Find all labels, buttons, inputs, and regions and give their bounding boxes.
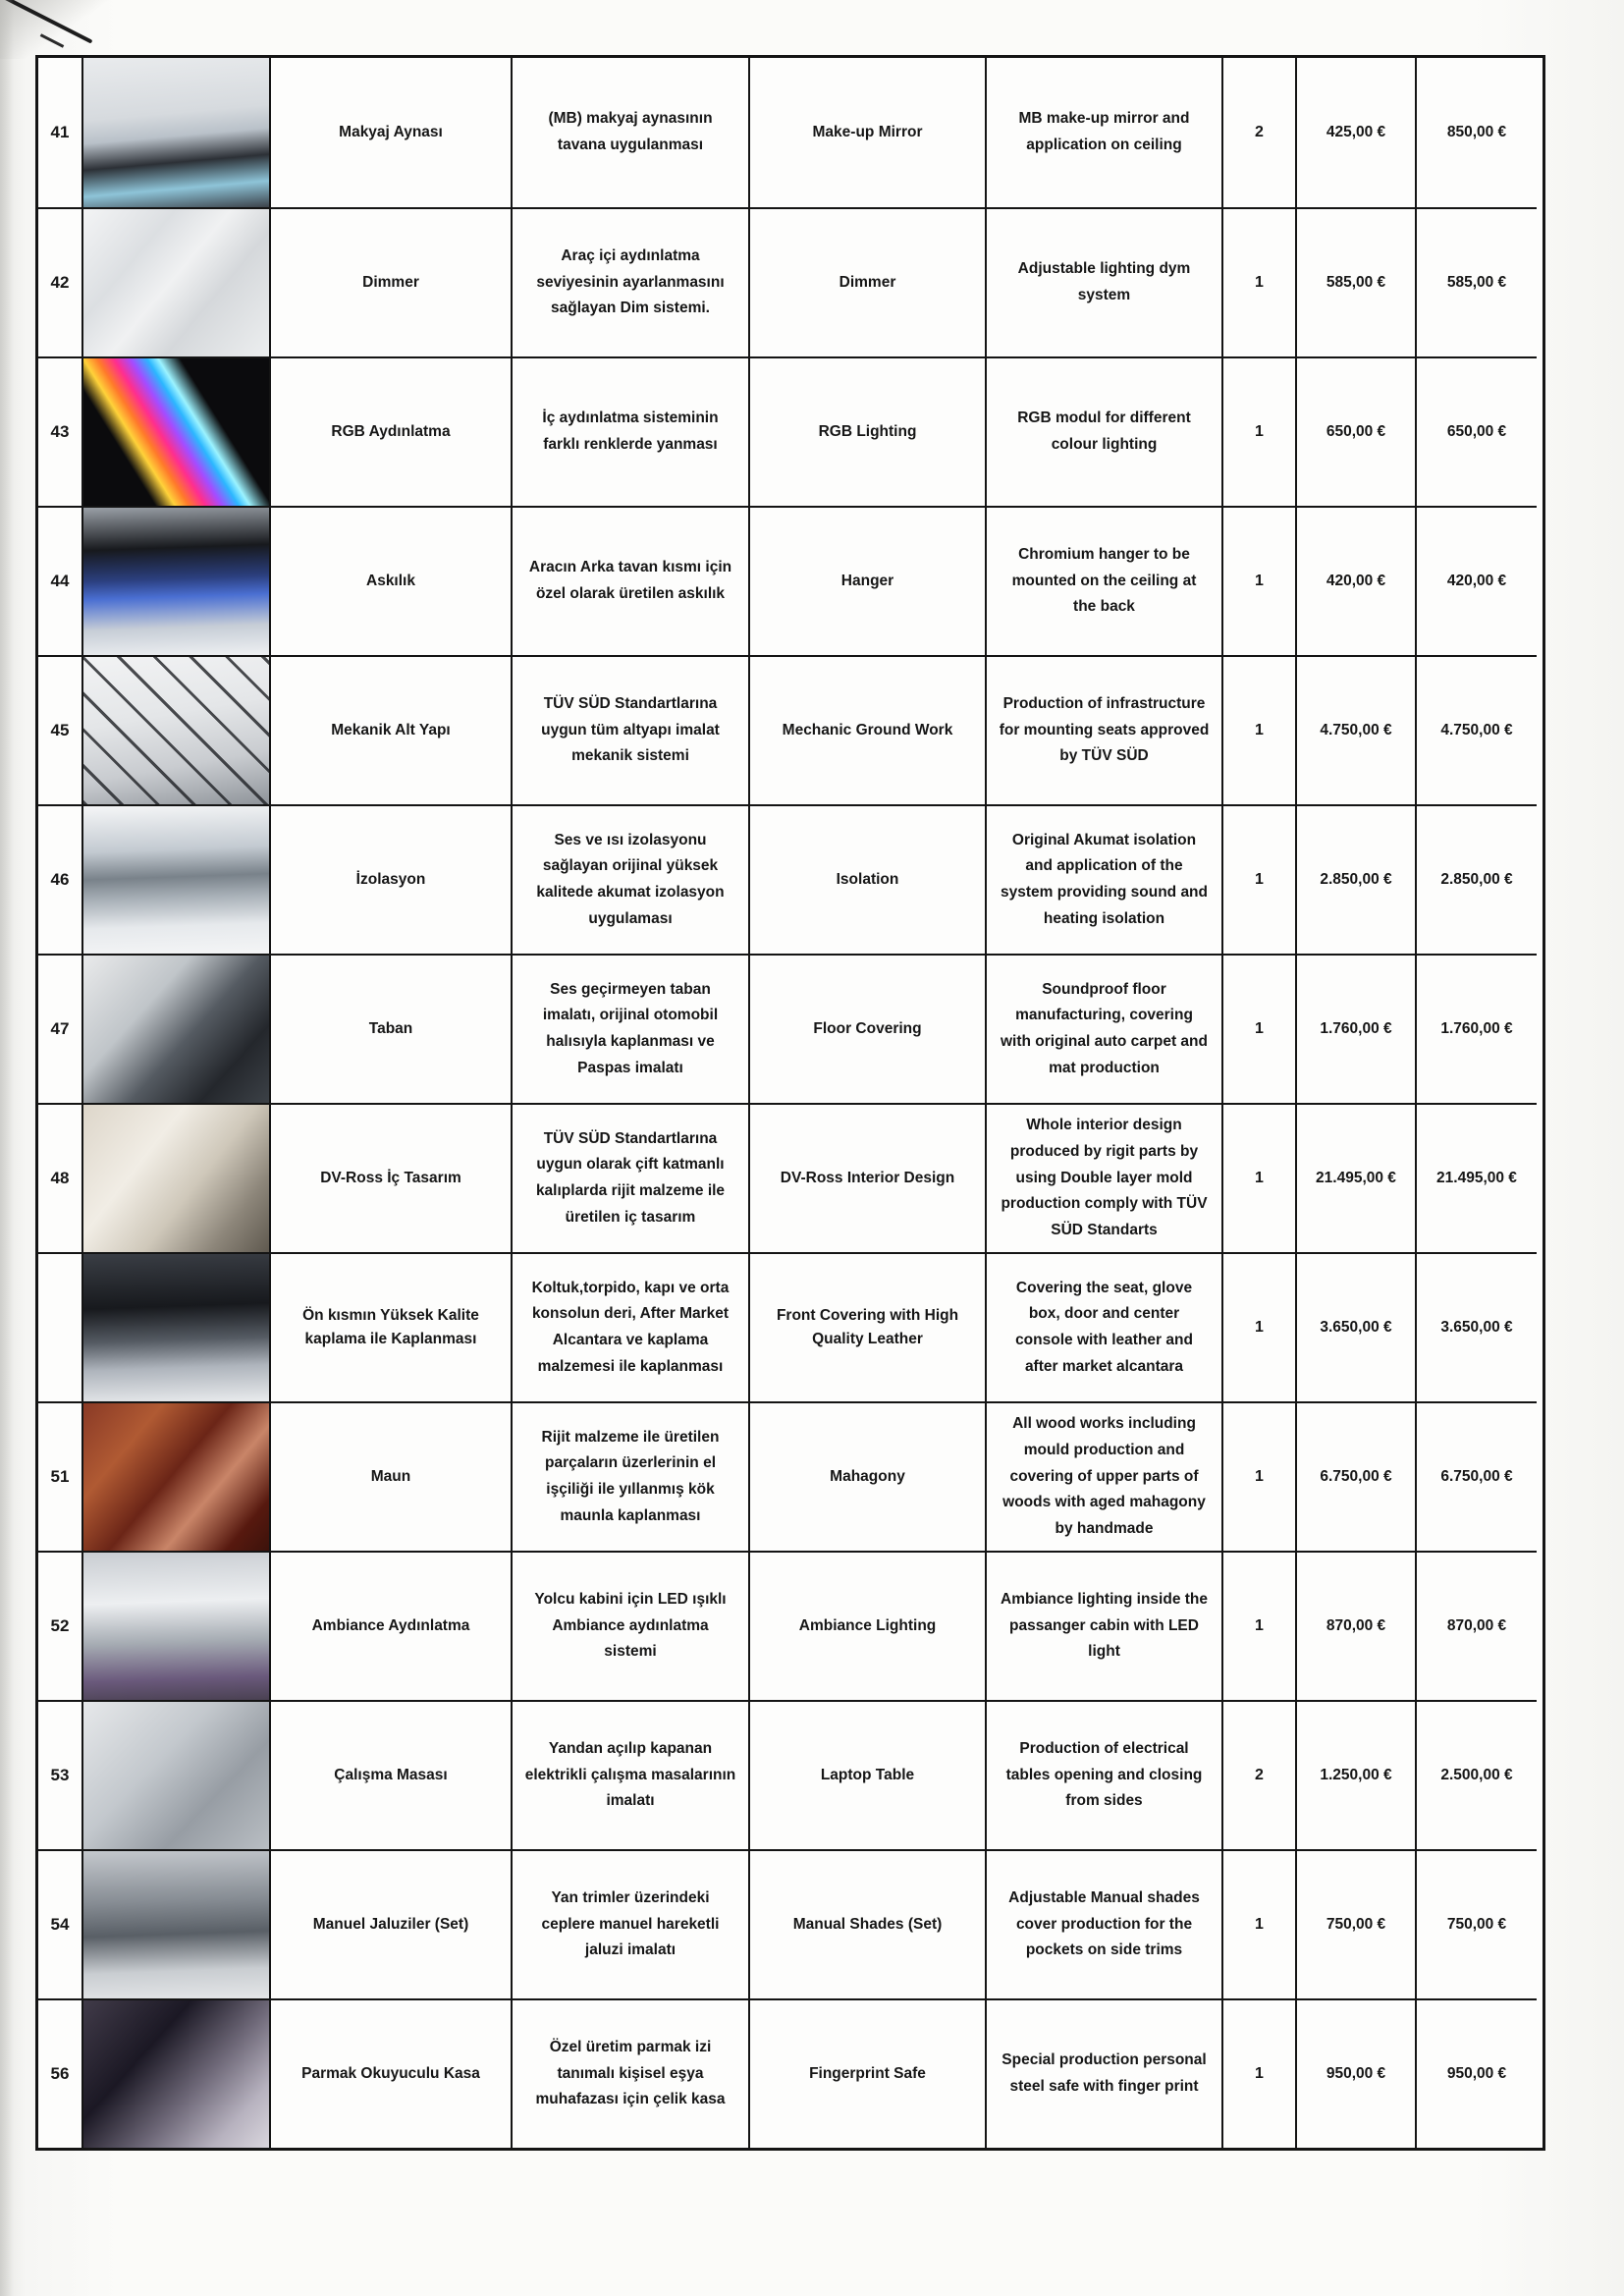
item-desc-tr-cell: Ses geçirmeyen taban imalatı, orijinal otomobil halısıyla kaplanması ve Paspas imalatı [513,954,750,1103]
item-desc-tr-cell: Yan trimler üzerindeki ceplere manuel hareketli jaluzi imalatı [513,1849,750,1998]
item-desc-tr-cell: Koltuk,torpido, kapı ve orta konsolun deri, After Market Alcantara ve kaplama malzemesi ile kaplanması [513,1252,750,1401]
photo-cell [83,1401,271,1551]
quantity-cell: 1 [1223,207,1297,356]
total-price-cell: 420,00 € [1417,506,1537,655]
item-desc-tr-cell: Rijit malzeme ile üretilen parçaların üzerlerinin el işçiliği ile yıllanmış kök maunla kaplanması [513,1401,750,1551]
item-name-tr-cell: Manuel Jaluziler (Set) [271,1849,513,1998]
item-desc-en-cell: RGB modul for different colour lighting [987,356,1223,506]
item-desc-en-cell: All wood works including mould production and covering of upper parts of woods with aged mahagony by handmade [987,1401,1223,1551]
photo-rgb-lighting [83,358,269,506]
item-desc-en-cell: Original Akumat isolation and application of the system providing sound and heating isolation [987,804,1223,954]
row-number-cell: 54 [38,1849,83,1998]
item-name-en-cell: Dimmer [750,207,987,356]
item-name-tr-cell: Ön kısmın Yüksek Kalite kaplama ile Kaplanması [271,1252,513,1401]
item-name-tr-cell: DV-Ross İç Tasarım [271,1103,513,1252]
item-desc-en-cell: Adjustable lighting dym system [987,207,1223,356]
photo-fingerprint-safe [83,2000,269,2148]
item-name-en-cell: Front Covering with High Quality Leather [750,1252,987,1401]
item-name-tr-cell: Makyaj Aynası [271,58,513,207]
unit-price-cell: 4.750,00 € [1297,655,1417,804]
photo-floor [83,956,269,1103]
item-desc-tr-cell: İç aydınlatma sisteminin farklı renklerde yanması [513,356,750,506]
photo-cell [83,1700,271,1849]
photo-mechanic [83,657,269,804]
unit-price-cell: 21.495,00 € [1297,1103,1417,1252]
photo-cell [83,655,271,804]
photo-cell [83,1998,271,2148]
total-price-cell: 6.750,00 € [1417,1401,1537,1551]
quantity-cell: 1 [1223,1103,1297,1252]
quantity-cell: 1 [1223,954,1297,1103]
quantity-cell: 1 [1223,1998,1297,2148]
photo-front-covering [83,1254,269,1401]
quantity-cell: 1 [1223,1252,1297,1401]
item-name-en-cell: Isolation [750,804,987,954]
item-name-en-cell: Make-up Mirror [750,58,987,207]
item-name-tr-cell: Ambiance Aydınlatma [271,1551,513,1700]
photo-cell [83,356,271,506]
unit-price-cell: 650,00 € [1297,356,1417,506]
quantity-cell: 1 [1223,356,1297,506]
photo-cell [83,58,271,207]
total-price-cell: 870,00 € [1417,1551,1537,1700]
item-desc-en-cell: Adjustable Manual shades cover production for the pockets on side trims [987,1849,1223,1998]
item-name-tr-cell: Askılık [271,506,513,655]
item-name-tr-cell: Maun [271,1401,513,1551]
item-desc-tr-cell: Yandan açılıp kapanan elektrikli çalışma masalarının imalatı [513,1700,750,1849]
total-price-cell: 1.760,00 € [1417,954,1537,1103]
item-desc-tr-cell: TÜV SÜD Standartlarına uygun tüm altyapı imalat mekanik sistemi [513,655,750,804]
item-desc-en-cell: Covering the seat, glove box, door and center console with leather and after market alcantara [987,1252,1223,1401]
photo-dimmer [83,209,269,356]
photo-cell [83,1551,271,1700]
row-number-cell: 44 [38,506,83,655]
row-number-cell: 51 [38,1401,83,1551]
unit-price-cell: 6.750,00 € [1297,1401,1417,1551]
item-name-tr-cell: Dimmer [271,207,513,356]
item-name-tr-cell: Çalışma Masası [271,1700,513,1849]
total-price-cell: 850,00 € [1446,124,1507,140]
quantity-cell: 1 [1223,1401,1297,1551]
row-number-cell: 45 [38,655,83,804]
item-name-en-cell: Laptop Table [750,1700,987,1849]
quantity-cell: 1 [1223,1849,1297,1998]
quantity-cell: 1 [1223,506,1297,655]
quantity-cell: 1 [1223,804,1297,954]
unit-price-cell: 420,00 € [1297,506,1417,655]
item-name-tr-cell: Taban [271,954,513,1103]
item-desc-en-cell: Whole interior design produced by rigit parts by using Double layer mold production comply with TÜV SÜD Standarts [987,1103,1223,1252]
row-number-cell: 46 [38,804,83,954]
item-desc-tr-cell: TÜV SÜD Standartlarına uygun olarak çift katmanlı kalıplarda rijit malzeme ile üretilen iç tasarım [513,1103,750,1252]
item-desc-en-cell: Chromium hanger to be mounted on the ceiling at the back [987,506,1223,655]
photo-isolation [83,806,269,954]
unit-price-cell: 750,00 € [1297,1849,1417,1998]
item-name-en-cell: Manual Shades (Set) [750,1849,987,1998]
item-desc-en-cell: MB make-up mirror and application on ceiling [987,58,1223,207]
item-desc-en-cell: Production of infrastructure for mounting seats approved by TÜV SÜD [987,655,1223,804]
item-name-tr-cell: İzolasyon [271,804,513,954]
item-desc-en-cell: Soundproof floor manufacturing, covering with original auto carpet and mat production [987,954,1223,1103]
photo-ambiance [83,1553,269,1700]
item-desc-tr-cell: Araç içi aydınlatma seviyesinin ayarlanmasını sağlayan Dim sistemi. [513,207,750,356]
total-price-cell: 4.750,00 € [1417,655,1537,804]
row-number-cell: 41 [38,58,83,207]
total-price-cell: 650,00 € [1417,356,1537,506]
row-number-cell: 56 [38,1998,83,2148]
item-name-en-cell: DV-Ross Interior Design [750,1103,987,1252]
photo-cell [83,1103,271,1252]
item-desc-en-cell: Production of electrical tables opening and closing from sides [987,1700,1223,1849]
item-name-en-cell: Floor Covering [750,954,987,1103]
unit-price-cell: 950,00 € [1297,1998,1417,2148]
items-table [35,55,1545,2151]
row-number-cell: 42 [38,207,83,356]
item-name-en-cell: Mahagony [750,1401,987,1551]
unit-price-cell: 1.250,00 € [1297,1700,1417,1849]
total-price-cell: 585,00 € [1417,207,1537,356]
unit-price-cell: 585,00 € [1297,207,1417,356]
item-name-en-cell: Mechanic Ground Work [750,655,987,804]
row-number-cell: 52 [38,1551,83,1700]
item-desc-en-cell: Ambiance lighting inside the passanger cabin with LED light [987,1551,1223,1700]
item-desc-tr-cell: Aracın Arka tavan kısmı için özel olarak üretilen askılık [513,506,750,655]
item-desc-tr-cell: Özel üretim parmak izi tanımalı kişisel eşya muhafazası için çelik kasa [513,1998,750,2148]
unit-price-cell: 1.760,00 € [1297,954,1417,1103]
unit-price-cell: 3.650,00 € [1297,1252,1417,1401]
item-name-en-cell: Fingerprint Safe [750,1998,987,2148]
total-price-cell: 21.495,00 € [1417,1103,1537,1252]
row-number-cell: 43 [38,356,83,506]
item-desc-en-cell: Special production personal steel safe with finger print [987,1998,1223,2148]
photo-mahogany [83,1403,269,1551]
item-desc-tr-cell: Yolcu kabini için LED ışıklı Ambiance aydınlatma sistemi [513,1551,750,1700]
unit-price-cell: 2.850,00 € [1297,804,1417,954]
unit-price-cell: 425,00 € [1297,58,1417,207]
row-number-cell [38,1252,83,1401]
quantity-cell: 1 [1223,1551,1297,1700]
item-name-tr-cell: RGB Aydınlatma [271,356,513,506]
item-desc-tr-cell: Ses ve ısı izolasyonu sağlayan orijinal yüksek kalitede akumat izolasyon uygulaması [513,804,750,954]
photo-cell [83,207,271,356]
photo-interior-design [83,1105,269,1252]
row-number-cell: 48 [38,1103,83,1252]
photo-cell [83,804,271,954]
quantity-cell: 1 [1223,655,1297,804]
item-desc-tr-cell: (MB) makyaj aynasının tavana uygulanması [513,58,750,207]
paper-crease [0,0,14,2296]
total-price-cell: 2.500,00 € [1417,1700,1537,1849]
total-price-cell: 3.650,00 € [1417,1252,1537,1401]
photo-laptop-table [83,1702,269,1849]
photo-cell [83,506,271,655]
quantity-cell: 2 [1223,58,1297,207]
item-name-tr-cell: Parmak Okuyuculu Kasa [271,1998,513,2148]
photo-hanger [83,508,269,655]
item-name-en-cell: Ambiance Lighting [750,1551,987,1700]
scan-corner-shade [0,0,118,59]
row-number-cell: 47 [38,954,83,1103]
photo-cell [83,954,271,1103]
quantity-cell: 2 [1223,1700,1297,1849]
photo-manual-shades [83,1851,269,1998]
photo-cell [83,1252,271,1401]
unit-price-cell: 870,00 € [1297,1551,1417,1700]
item-name-en-cell: RGB Lighting [750,356,987,506]
total-price-cell: 2.850,00 € [1417,804,1537,954]
photo-cell [83,1849,271,1998]
row-number-cell: 53 [38,1700,83,1849]
item-name-en-cell: Hanger [750,506,987,655]
item-name-tr-cell: Mekanik Alt Yapı [271,655,513,804]
total-price-cell: 950,00 € [1417,1998,1537,2148]
photo-makeup-mirror [83,58,269,207]
total-price-cell: 750,00 € [1417,1849,1537,1998]
